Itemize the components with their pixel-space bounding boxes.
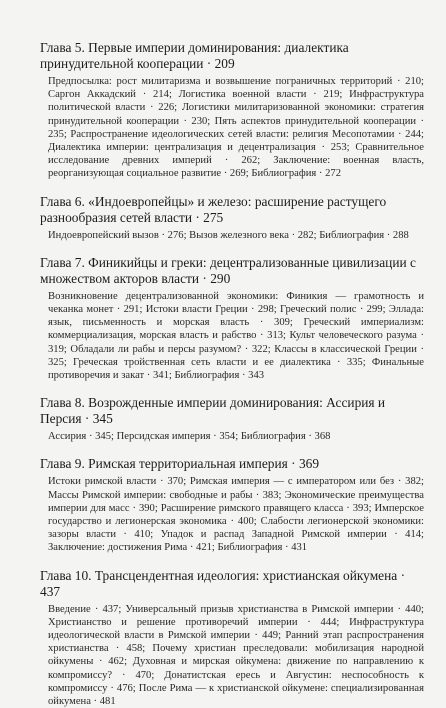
chapter-6 bbox=[40, 194, 424, 242]
chapter-9 bbox=[40, 456, 424, 554]
chapter-5 bbox=[40, 40, 424, 181]
chapter-sections: Введение · 437; Универсальный призыв христианства в Римской империи · 440; Христианство и решение противоречий империи · 444; Инфраструктура идеологической власти в Римской империи · 449; Ранний этап распространения христианства · 458; Почему христиан преследовали: мобилизация народной ойкумены · 462; Духовная и мирская ойкумена: движение по направлению к компромиссу? · 470; Донатистская ересь и Августин: неспособность к компромиссу · 476; После Рима — к христианской ойкумене: специализированная ойкумена · 481 bbox=[48, 603, 424, 708]
chapter-sections: Предпосылка: рост милитаризма и возвышение пограничных территорий · 210; Саргон Аккадский · 214; Логистика военной власти · 219; Инфраструктура политической власти · 226; Логистики милитаризованной экономики: стратегия принудительной кооперации · 230; Пять аспектов принудительной кооперации · 235; Распространение идеологических сетей власти: религия Месопотамии · 244; Диалектика империи: централизация и децентрализация · 253; Сравнительное исследование древних империй · 262; Заключение: военная власть, реорганизующая социальное развитие · 269; Библиография · 272 bbox=[48, 76, 424, 180]
chapter-sections: Индоевропейский вызов · 276; Вызов железного века · 282; Библиография · 288 bbox=[48, 229, 409, 241]
chapter-title: Глава 5. Первые империи доминирования: диалектика принудительной кооперации · 209 bbox=[40, 40, 349, 71]
chapter-sections: Возникновение децентрализованной экономики: Финикия — грамотность и чеканка монет · 291; Истоки власти Греции · 298; Греческий полис · 299; Эллада: язык, письменность и морская власть · 309; Греческий империализм: коммерциализация, морская власть и рабство · 313; Культ человеческого разума · 319; Обладали ли рабы и персы разумом? · 322; Классы в классической Греции · 325; Греческая тройственная сеть власти и ее диалектика · 335; Финальные противоречия и закат · 341; Библиография · 343 bbox=[48, 290, 424, 382]
chapter-10 bbox=[40, 568, 424, 708]
chapter-8 bbox=[40, 395, 424, 443]
chapter-title: Глава 8. Возрожденные империи доминирования: Ассирия и Персия · 345 bbox=[40, 395, 386, 427]
chapter-title: Глава 7. Финикийцы и греки: децентрализованные цивилизации с множеством акторов власти · 290 bbox=[40, 254, 416, 286]
chapter-title: Глава 10. Трансцендентная идеология: христианская ойкумена · 437 bbox=[40, 567, 406, 599]
chapter-7 bbox=[40, 255, 424, 382]
chapter-title: Глава 9. Римская территориальная империя · 369 bbox=[40, 456, 320, 472]
chapter-sections: Ассирия · 345; Персидская империя · 354; Библиография · 368 bbox=[48, 431, 331, 443]
chapter-title: Глава 6. «Индоевропейцы» и железо: расширение растущего разнообразия сетей власти · 275 bbox=[40, 193, 387, 225]
chapter-sections: Истоки римской власти · 370; Римская империя — с императором или без · 382; Массы Римской империи: свободные и рабы · 383; Экономические преимущества империи для масс · 390; Расширение римского правящего класса · 393; Имперское государство и легионерская экономика · 400; Слабости легионерской экономики: зазоры власти · 410; Упадок и распад Западной Римской империи · 414; Заключение: достижения Рима · 421; Библиография · 431 bbox=[48, 476, 424, 554]
